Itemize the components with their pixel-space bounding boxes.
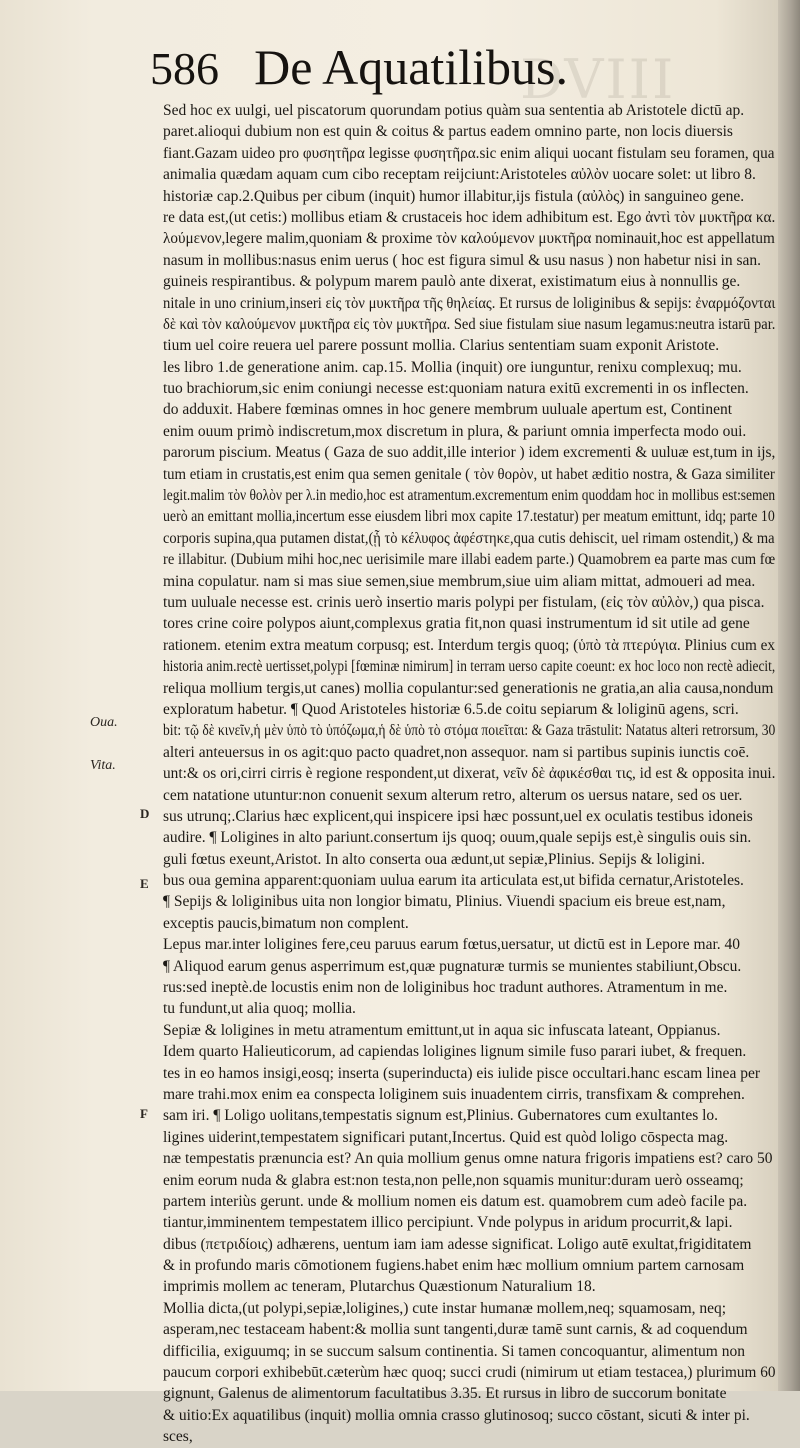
text-line: historiæ cap.2.Quibus per cibum (inquit) humor illabitur,ijs fistula (αὐλὸς) in sanguineo gene. bbox=[163, 187, 745, 205]
text-line: & in profundo maris cōmotionem fugiens.habet enim hæc mollium omnium partem carnosam bbox=[163, 1257, 745, 1275]
text-line: exceptis paucis,bimatum non complent. bbox=[163, 914, 409, 932]
text-line: tium uel coire reuera uel parere possunt mollia. Clarius sententiam suam exponit Aristote. bbox=[163, 337, 720, 355]
text-line: gignunt, Galenus de alimentorum facultatibus 3.35. Et rursus in libro de succorum bonitate bbox=[163, 1385, 727, 1403]
text-line: mina copulatur. nam si mas siue semen,siue membrum,siue uim aliam mittat, admoueri ad mea. bbox=[163, 572, 756, 590]
text-line: ligines uiderint,tempestatem significari putant,Incertus. Quid est quòd loligo cōspecta mag. bbox=[163, 1128, 729, 1146]
text-line: guineis respirantibus. & polypum marem paulò ante dixerat, existimatum eius à nonnullis ge. bbox=[163, 273, 741, 291]
text-line: & uitio:Ex aquatilibus (inquit) mollia omnia crasso glutinosoq; succo cōstant, sicuti & inter pi. bbox=[163, 1406, 750, 1424]
text-line: δὲ καὶ τὸν καλούμενον μυκτῆρα εἰς τὸν μυκτῆρα. Sed siue fistulam siue nasum legamus:neutra istarū par. bbox=[163, 315, 776, 333]
text-line: Idem quarto Halieuticorum, ad capiendas loligines lignum simile fuso parari iubet, & frequen. bbox=[163, 1043, 747, 1061]
text-line: tes in eo hamos insigi,eosq; inserta (superinducta) eis iulide pisce occultari.hanc escam linea per bbox=[163, 1064, 760, 1082]
text-line: enim eorum nuda & glabra est:non testa,non pelle,non squamis munitur:duram uerò osseamq; bbox=[163, 1171, 744, 1189]
text-line: nasum in mollibus:nasus enim uerus ( hoc est figura simul & usu nasus ) non habetur nisi in san. bbox=[163, 251, 761, 269]
text-line: tores crine coire polypos aiunt,complexus gratia fit,non quasi instrumentum id sit utile ad gene bbox=[163, 615, 750, 633]
text-line: paret.alioqui dubium non est quin & coitus & partus eadem omnino parte, non locis diuersis bbox=[163, 123, 733, 141]
text-line: Mollia dicta,(ut polypi,sepiæ,loligines,) cute instar humanæ mollem,neq; squamosam, neq; bbox=[163, 1299, 727, 1317]
text-line: difficilia, exiguumq; in se succum salsum continentia. Si tamen concoquantur, alimentum non bbox=[163, 1342, 745, 1360]
text-line: reliqua mollium tergis,ut canes) mollia copulantur:sed generationis ne gratia,an alia causa,nondum bbox=[163, 679, 774, 697]
text-line: do adduxit. Habere fœminas omnes in hoc genere membrum uuluale apertum est, Continent bbox=[163, 401, 733, 419]
text-line: cem natatione utuntur:non conuenit sexum alterum retro, alterum os uersus natare, sed os uer. bbox=[163, 786, 743, 804]
text-line: bus oua gemina apparent:quoniam uulua earum ita articulata est,ut bifida cernatur,Aristoteles. bbox=[163, 872, 744, 890]
book-gutter bbox=[778, 0, 800, 1391]
text-line: historia anim.rectè uertisset,polypi [fœminæ nimirum] in terram uerso capite coeunt: ex hoc loco non rectè adiecit, bbox=[163, 658, 776, 676]
text-line: audire. ¶ Loligines in alto pariunt.consertum ijs quoq; ouum,quale sepijs est,è singulis ouis sin. bbox=[163, 829, 752, 847]
text-line: animalia quædam aquam cum cibo receptam reijciunt:Aristoteles αὐλὸν uocare solet: ut libro 8. bbox=[163, 166, 756, 184]
text-line: dibus (πετριδίοις) adhærens, uentum iam iam adesse significat. Loligo autē exultat,frigiditatem bbox=[163, 1235, 752, 1253]
text-line: rus:sed ineptè.de locustis enim non de loliginibus hoc tradunt authores. Atramentum in me. bbox=[163, 979, 728, 997]
text-line: λούμενον,legere malim,quoniam & proxime τὸν καλούμενον μυκτῆρα nominauit,hoc est appellatum bbox=[163, 230, 775, 248]
text-line: unt:& os ori,cirri cirris è regione respondent,ut dixerat, νεῖν δὲ ἀφικέσθαι τις, id est & opposita inui. bbox=[163, 765, 776, 783]
text-line: bit: τῷ δὲ κινεῖν,ἡ μὲν ὑπὸ τὸ ὑπόζωμα,ἡ δὲ ὑπὸ τὸ στόμα ποιεῖται: & Gaza trāstulit: Natatus alteri retrorsum, 30 bbox=[163, 722, 776, 740]
margin-letter-d: D bbox=[140, 806, 150, 821]
text-line: fiant.Gazam uideo pro φυσητῆρα legisse φυσητῆρα.sic enim aliqui uocant fistulam seu foramen, qua bbox=[163, 144, 775, 162]
text-line: exploratum habetur. ¶ Quod Aristoteles historiæ 6.5.de coitu sepiarum & loliginū agens, scri. bbox=[163, 700, 739, 718]
text-line: asperam,nec testaceam habent:& mollia sunt tangenti,duræ tamē sunt carnis, & ad coquendum bbox=[163, 1321, 748, 1339]
text-body bbox=[163, 100, 793, 1448]
text-line: ¶ Aliquod earum genus asperrimum est,quæ pugnaturæ turmis se munientes stabiliunt,Obscu. bbox=[163, 957, 742, 975]
margin-note-oua: Oua. bbox=[90, 715, 118, 730]
text-line: parorum piscium. Meatus ( Gaza de suo addit,ille interior ) idem excrementi & uuluæ est,tum in ijs, bbox=[163, 444, 776, 462]
margin-note-vita: Vita. bbox=[90, 758, 116, 773]
text-line: Sed hoc ex uulgi, uel piscatorum quorundam potius quàm sua sententia ab Aristotele dictū ap. bbox=[163, 102, 745, 119]
margin-letter-e: E bbox=[140, 876, 149, 891]
running-title: De Aquatilibus. bbox=[254, 39, 568, 95]
text-line: paucum corpori exhibebūt.cæterùm hæc quoq; succi crudi (nimirum ut etiam testacea,) plurimum 60 bbox=[163, 1364, 776, 1382]
margin-letter-f: F bbox=[140, 1106, 148, 1121]
text-line: legit.malim τὸν θολὸν per λ.in medio,hoc est atramentum.excrementum enim quoddam hoc in mollibus est:semen bbox=[163, 487, 776, 505]
text-line: guli fœtus exeunt,Aristot. In alto conserta oua ædunt,ut sepiæ,Plinius. Sepijs & loligini. bbox=[163, 850, 706, 868]
text-line: sam iri. ¶ Loligo uolitans,tempestatis signum est,Plinius. Gubernatores cum exultantes lo. bbox=[163, 1107, 719, 1125]
text-line: sces, bbox=[163, 1428, 193, 1446]
text-line: rationem. etenim extra meatum corpusq; est. Interdum tergis quoq; (ὑπὸ τὰ πτερύγια. Plinius cum ex bbox=[163, 636, 775, 654]
text-line: re data est,(ut cetis:) mollibus etiam & crustaceis hoc idem adhibitum est. Ego ἀντὶ τὸν μυκτῆρα κα. bbox=[163, 208, 776, 226]
text-line: tuo brachiorum,sic enim coniungi necesse est:quoniam natura exitū excrementi in os inflecten. bbox=[163, 380, 749, 398]
text-line: re illabitur. (Dubium mihi hoc,nec uerisimile mare illabi eadem parte.) Quamobrem ea parte mas cum fœ bbox=[163, 551, 776, 569]
text-line: sus utrunq;.Clarius hæc explicent,qui inspicere ipsi hæc possunt,uel ex oculatis testibus idoneis bbox=[163, 807, 753, 825]
text-line: næ tempestatis prænuncia est? An quia mollium genus omne natura frigoris impatiens est? caro 50 bbox=[163, 1150, 773, 1168]
text-line: tum etiam in crustatis,est enim qua semen genitale ( τὸν θορὸν, ut habet æditio nostra, & Gaza similiter bbox=[163, 465, 775, 483]
text-line: uerò an emittant mollia,incertum esse eiusdem libri mox capite 17.testatur) per meatum emittunt, idq; parte 10 bbox=[163, 508, 775, 526]
page-header bbox=[150, 38, 568, 96]
text-line: les libro 1.de generatione anim. cap.15. Mollia (inquit) ore iunguntur, renixu complexuq; mu. bbox=[163, 358, 742, 376]
text-line: Sepiæ & loligines in metu atramentum emittunt,ut in aqua sic infuscata lateant, Oppianus. bbox=[163, 1021, 721, 1039]
text-line: tu fundunt,ut alia quoq; mollia. bbox=[163, 1000, 356, 1018]
text-line: enim ouum primò indiscretum,mox discretum in plura, & pariunt omnia imperfecta modo oui. bbox=[163, 422, 747, 440]
text-line: ¶ Sepijs & loliginibus uita non longior bimatu, Plinius. Viuendi spacium eis breue est,nam, bbox=[163, 893, 726, 911]
text-line: tum uuluale necesse est. crinis uerò insertio maris polypi per fistulam, (εἰς τὸν αὐλὸν,) qua pisca. bbox=[163, 593, 765, 611]
page-number: 586 bbox=[150, 43, 219, 94]
text-line: mare trahi.mox enim ea conspecta loliginem suis inuadentem cirris, transfixam & comprehen. bbox=[163, 1085, 745, 1103]
bleed-through-text: DVIII bbox=[520, 48, 676, 111]
text-line: imprimis mollem ac teneram, Plutarchus Quæstionum Naturalium 18. bbox=[163, 1278, 596, 1296]
text-line: Lepus mar.inter loligines fere,ceu paruus earum fœtus,uersatur, ut dictū est in Lepore mar. 40 bbox=[163, 936, 741, 954]
text-line: partem interiùs gerunt. unde & mollium nomen eis datum est. quamobrem cum adeò facile pa. bbox=[163, 1192, 748, 1210]
text-line: corporis supina,qua putamen distat,(ᾗ τὸ κέλυφος ἀφέστηκε,qua cutis dehiscit, uel rimam ostendit,) & ma bbox=[163, 529, 775, 547]
text-line: nitale in uno crinium,inseri εἰς τὸν μυκτῆρα τῆς θηλείας. Et rursus de loliginibus & sepijs: ἐναρμόζονται bbox=[163, 294, 776, 312]
text-line: tiantur,imminentem tempestatem illico percipiunt. Vnde polypus in aridum procurrit,& lapi. bbox=[163, 1214, 733, 1232]
text-line: alteri anteuersus in os agit:quo pacto quadret,non assequor. nam si partibus supinis iunctis coē. bbox=[163, 743, 750, 761]
